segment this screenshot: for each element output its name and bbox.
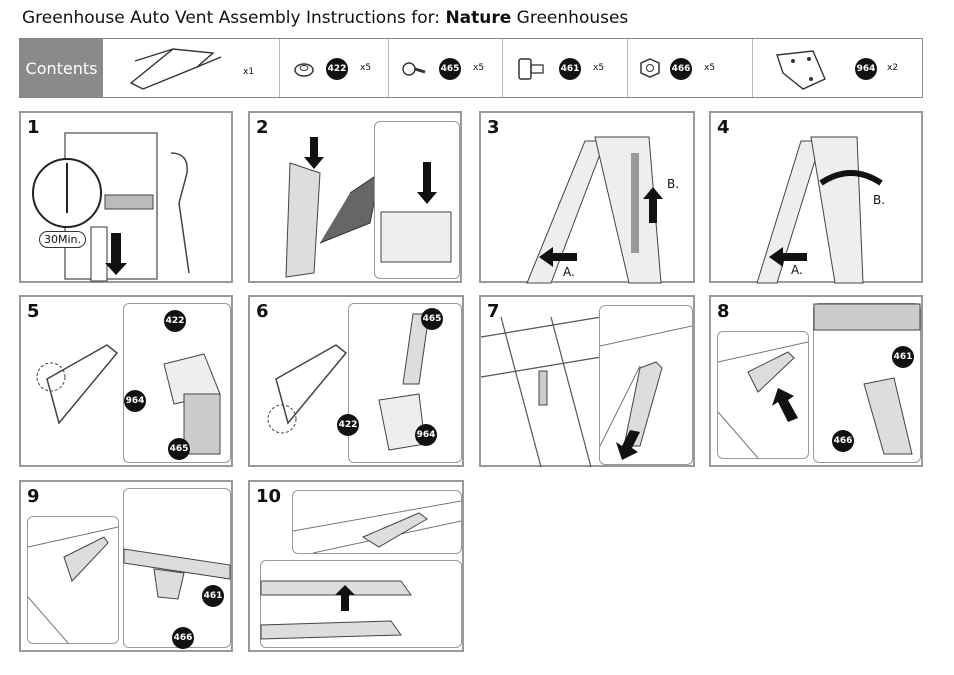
part-code-badge: 461 — [202, 585, 224, 607]
part-code-badge: 461 — [559, 58, 581, 80]
part-code-badge: 964 — [855, 58, 877, 80]
step-number: 2 — [256, 117, 269, 138]
quantity: x2 — [887, 63, 899, 73]
step-5-panel — [19, 295, 233, 467]
step-3-illustration — [481, 113, 697, 285]
step-8-panel — [709, 295, 923, 467]
step-10-overview — [292, 490, 462, 554]
step-4-illustration — [711, 113, 925, 285]
detail-illustration — [349, 304, 461, 462]
contents-item-422 — [279, 39, 388, 97]
label-a: A. — [563, 265, 575, 279]
step-7-detail — [599, 305, 693, 465]
timer-label: 30Min. — [39, 231, 86, 248]
quantity: x5 — [593, 63, 605, 73]
quantity: x1 — [243, 67, 255, 77]
label-b: B. — [873, 193, 886, 207]
contents-bar — [19, 38, 923, 98]
step-7-panel — [479, 295, 695, 467]
step-number: 4 — [717, 117, 730, 138]
step-number: 8 — [717, 301, 730, 322]
detail-illustration — [124, 489, 230, 647]
label-a: A. — [791, 263, 803, 277]
contents-item-arm — [103, 39, 279, 97]
step-2-panel — [248, 111, 462, 283]
quantity: x5 — [360, 63, 372, 73]
step-9-panel — [19, 480, 233, 652]
part-code-badge: 466 — [670, 58, 692, 80]
step-8-detail — [813, 303, 921, 463]
detail-illustration — [375, 122, 459, 278]
part-code-badge: 964 — [124, 390, 146, 412]
part-code-badge: 422 — [337, 414, 359, 436]
label-b: B. — [667, 177, 680, 191]
step-10-panel — [248, 480, 464, 652]
step-number: 10 — [256, 486, 282, 507]
step-4-panel — [709, 111, 923, 283]
step-9-detail — [123, 488, 231, 648]
step-6-detail — [338, 303, 462, 463]
washer-icon — [280, 39, 320, 97]
step-8-overview — [717, 331, 809, 459]
step-number: 1 — [27, 117, 40, 138]
step-6-panel — [248, 295, 464, 467]
step-number: 6 — [256, 301, 269, 322]
step-2-detail — [374, 121, 460, 279]
part-code-badge: 466 — [832, 430, 854, 452]
overview-illustration — [293, 491, 461, 553]
step-9-overview — [27, 516, 119, 644]
quantity: x5 — [704, 63, 716, 73]
contents-item-964 — [752, 39, 911, 97]
contents-item-466 — [627, 39, 752, 97]
part-code-badge: 465 — [421, 308, 443, 330]
overview-illustration — [718, 332, 808, 458]
detail-illustration — [261, 561, 461, 647]
detail-illustration — [814, 304, 920, 462]
screw-icon — [389, 39, 433, 97]
step-3-panel — [479, 111, 695, 283]
step-5-detail — [123, 303, 231, 463]
step-10-detail — [260, 560, 462, 648]
contents-item-465 — [388, 39, 502, 97]
part-code-badge: 422 — [326, 58, 348, 80]
part-code-badge: 465 — [168, 438, 190, 460]
page-title: Greenhouse Auto Vent Assembly Instructions for: Nature Greenhouses — [22, 8, 629, 28]
overview-illustration — [28, 517, 118, 643]
part-code-badge: 461 — [892, 346, 914, 368]
part-code-badge: 422 — [164, 310, 186, 332]
bolt-icon — [503, 39, 553, 97]
part-code-badge: 465 — [439, 58, 461, 80]
contents-item-461 — [502, 39, 627, 97]
step-number: 5 — [27, 301, 40, 322]
step-1-panel — [19, 111, 233, 283]
step-number: 3 — [487, 117, 500, 138]
step-number: 7 — [487, 301, 500, 322]
contents-label: Contents — [20, 39, 103, 97]
bracket-plate-icon — [753, 39, 843, 97]
detail-illustration — [600, 306, 692, 464]
step-1-illustration — [21, 113, 235, 285]
part-code-badge: 964 — [415, 424, 437, 446]
quantity: x5 — [473, 63, 485, 73]
part-code-badge: 466 — [172, 627, 194, 649]
step-number: 9 — [27, 486, 40, 507]
